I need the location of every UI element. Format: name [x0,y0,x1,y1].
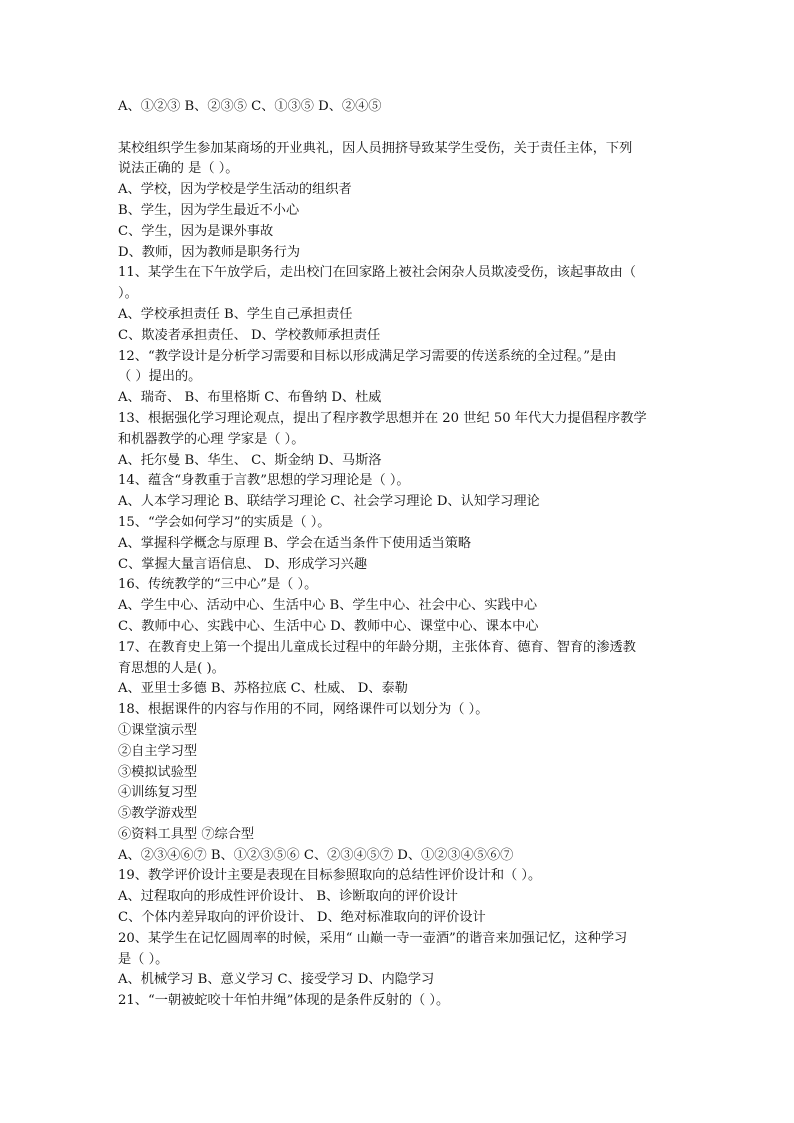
question-13-options: A、托尔曼 B、华生、 C、斯金纳 D、马斯洛 [118,452,382,468]
question-15-options-cd: C、掌握大量言语信息、 D、形成学习兴趣 [118,556,368,572]
question-11-options-cd: C、欺凌者承担责任、 D、学校教师承担责任 [118,327,381,343]
question-18-item-3: ③模拟试验型 [118,764,198,780]
answer-options-prev: A、①②③ B、②③⑤ C、①③⑤ D、②④⑤ [118,99,382,114]
question-11-options-ab: A、学校承担责任 B、学生自己承担责任 [118,306,353,322]
question-19-options-cd: C、个体内差异取向的评价设计、 D、绝对标准取向的评价设计 [118,910,486,926]
question-16-options-ab: A、学生中心、活动中心、生活中心 B、学生中心、社会中心、实践中心 [118,598,538,614]
question-16-stem: 16、传统教学的“三中心”是（ ）。 [118,577,318,593]
question-13-stem-line1: 13、根据强化学习理论观点，提出了程序教学思想并在 20 世纪 50 年代大力提倡程序教学 [118,410,647,426]
question-11-stem-line2: ）。 [118,286,138,302]
question-10-option-a: A、学校，因为学校是学生活动的组织者 [118,182,352,198]
question-15-options-ab: A、掌握科学概念与原理 B、学会在适当条件下使用适当策略 [118,535,472,551]
question-16-options-cd: C、教师中心、实践中心、生活中心 D、教师中心、课堂中心、课本中心 [118,618,539,634]
question-18-item-6-7: ⑥资料工具型 ⑦综合型 [118,826,255,842]
question-21-stem: 21、“一朝被蛇咬十年怕井绳”体现的是条件反射的（ ）。 [118,993,450,1009]
blank-line [118,118,678,139]
question-12-stem-line1: 12、“教学设计是分析学习需要和目标以形成满足学习需要的传送系统的全过程。”是由 [118,348,617,364]
question-15-stem: 15、“学会如何学习”的实质是（ ）。 [118,514,331,530]
question-14-options: A、人本学习理论 B、联结学习理论 C、社会学习理论 D、认知学习理论 [118,494,540,510]
question-17-stem-line1: 17、在教育史上第一个提出儿童成长过程中的年龄分期，主张体育、德育、智育的渗透教 [118,639,636,655]
question-12-stem-line2: （ ）提出的。 [118,369,202,385]
document-page [118,97,678,1012]
question-10-stem-line2: 说法正确的 是（ ）。 [118,161,239,177]
question-17-options: A、亚里士多德 B、苏格拉底 C、杜威、 D、泰勒 [118,681,408,697]
question-10-option-b: B、学生，因为学生最近不小心 [118,202,300,218]
question-20-stem-line1: 20、某学生在记忆圆周率的时候，采用“ 山巅一寺一壶酒”的谐音来加强记忆，这种学习 [118,930,628,946]
question-18-item-2: ②自主学习型 [118,743,198,759]
question-18-item-1: ①课堂演示型 [118,722,198,738]
question-11-stem-line1: 11、某学生在下午放学后，走出校门在回家路上被社会闲杂人员欺凌受伤，该起事故由（ [118,265,636,281]
question-19-stem: 19、教学评价设计主要是表现在目标参照取向的总结性评价设计和（ ）。 [118,868,542,884]
question-10-stem-line1: 某校组织学生参加某商场的开业典礼，因人员拥挤导致某学生受伤，关于责任主体，下列 [118,140,633,156]
question-18-item-4: ④训练复习型 [118,785,198,801]
question-17-stem-line2: 育思想的人是( )。 [118,660,225,676]
question-18-item-5: ⑤教学游戏型 [118,806,198,822]
question-13-stem-line2: 和机器教学的心理 学家是（ ）。 [118,431,305,447]
question-12-options: A、瑞奇、 B、布里格斯 C、布鲁纳 D、杜威 [118,390,382,406]
question-10-option-c: C、学生，因为是课外事故 [118,223,274,239]
question-20-options: A、机械学习 B、意义学习 C、接受学习 D、内隐学习 [118,972,435,988]
question-10-option-d: D、教师，因为教师是职务行为 [118,244,301,260]
question-20-stem-line2: 是（ ）。 [118,951,169,967]
question-14-stem: 14、蕴含“身教重于言教”思想的学习理论是（ ）。 [118,473,410,489]
question-18-stem: 18、根据课件的内容与作用的不同，网络课件可以划分为（ ）。 [118,702,489,718]
question-19-options-ab: A、过程取向的形成性评价设计、 B、诊断取向的评价设计 [118,889,458,905]
question-18-options: A、②③④⑥⑦ B、①②③⑤⑥ C、②③④⑤⑦ D、①②③④⑤⑥⑦ [118,847,514,863]
